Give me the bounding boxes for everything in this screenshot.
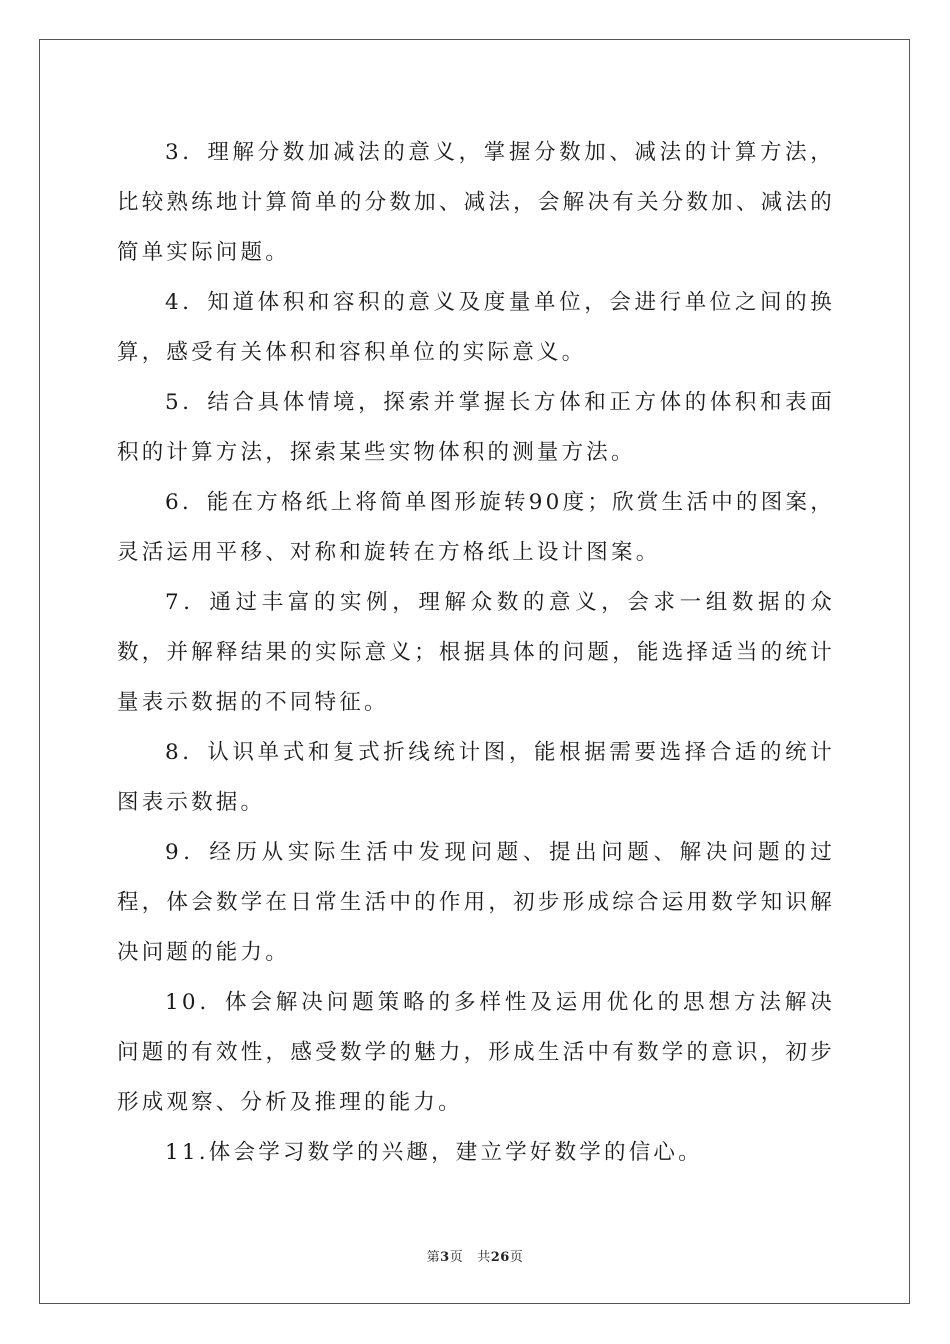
paragraph-item-4: 4．知道体积和容积的意义及度量单位，会进行单位之间的换算，感受有关体积和容积单位的实际意义。: [117, 290, 835, 365]
page-number: 3: [440, 1250, 450, 1265]
document-body: [117, 128, 835, 1178]
paragraph-item-10: 10．体会解决问题策略的多样性及运用优化的思想方法解决问题的有效性，感受数学的魅力，形成生活中有数学的意识，初步形成观察、分析及推理的能力。: [117, 990, 835, 1115]
paragraph-item-5: 5．结合具体情境，探索并掌握长方体和正方体的体积和表面积的计算方法，探索某些实物体积的测量方法。: [117, 390, 835, 465]
total-suffix: 页: [509, 1250, 524, 1265]
paragraph-item-9: 9．经历从实际生活中发现问题、提出问题、解决问题的过程，体会数学在日常生活中的作用，初步形成综合运用数学知识解决问题的能力。: [117, 840, 835, 965]
total-pages: 26: [490, 1250, 510, 1265]
page-prefix: 第: [426, 1250, 441, 1265]
total-prefix: 共: [477, 1250, 491, 1265]
paragraph-item-8: 8．认识单式和复式折线统计图，能根据需要选择合适的统计图表示数据。: [117, 740, 835, 815]
paragraph-item-3: 3．理解分数加减法的意义，掌握分数加、减法的计算方法，比较熟练地计算简单的分数加、减法，会解决有关分数加、减法的简单实际问题。: [117, 140, 835, 265]
paragraph-item-6: 6．能在方格纸上将简单图形旋转90度；欣赏生活中的图案，灵活运用平移、对称和旋转在方格纸上设计图案。: [117, 490, 835, 565]
page-footer: [0, 1246, 950, 1265]
page-suffix: 页: [449, 1250, 464, 1265]
paragraph-item-7: 7．通过丰富的实例，理解众数的意义，会求一组数据的众数，并解释结果的实际意义；根据具体的问题，能选择适当的统计量表示数据的不同特征。: [117, 590, 835, 715]
paragraph-item-11: 11.体会学习数学的兴趣，建立学好数学的信心。: [165, 1140, 703, 1165]
